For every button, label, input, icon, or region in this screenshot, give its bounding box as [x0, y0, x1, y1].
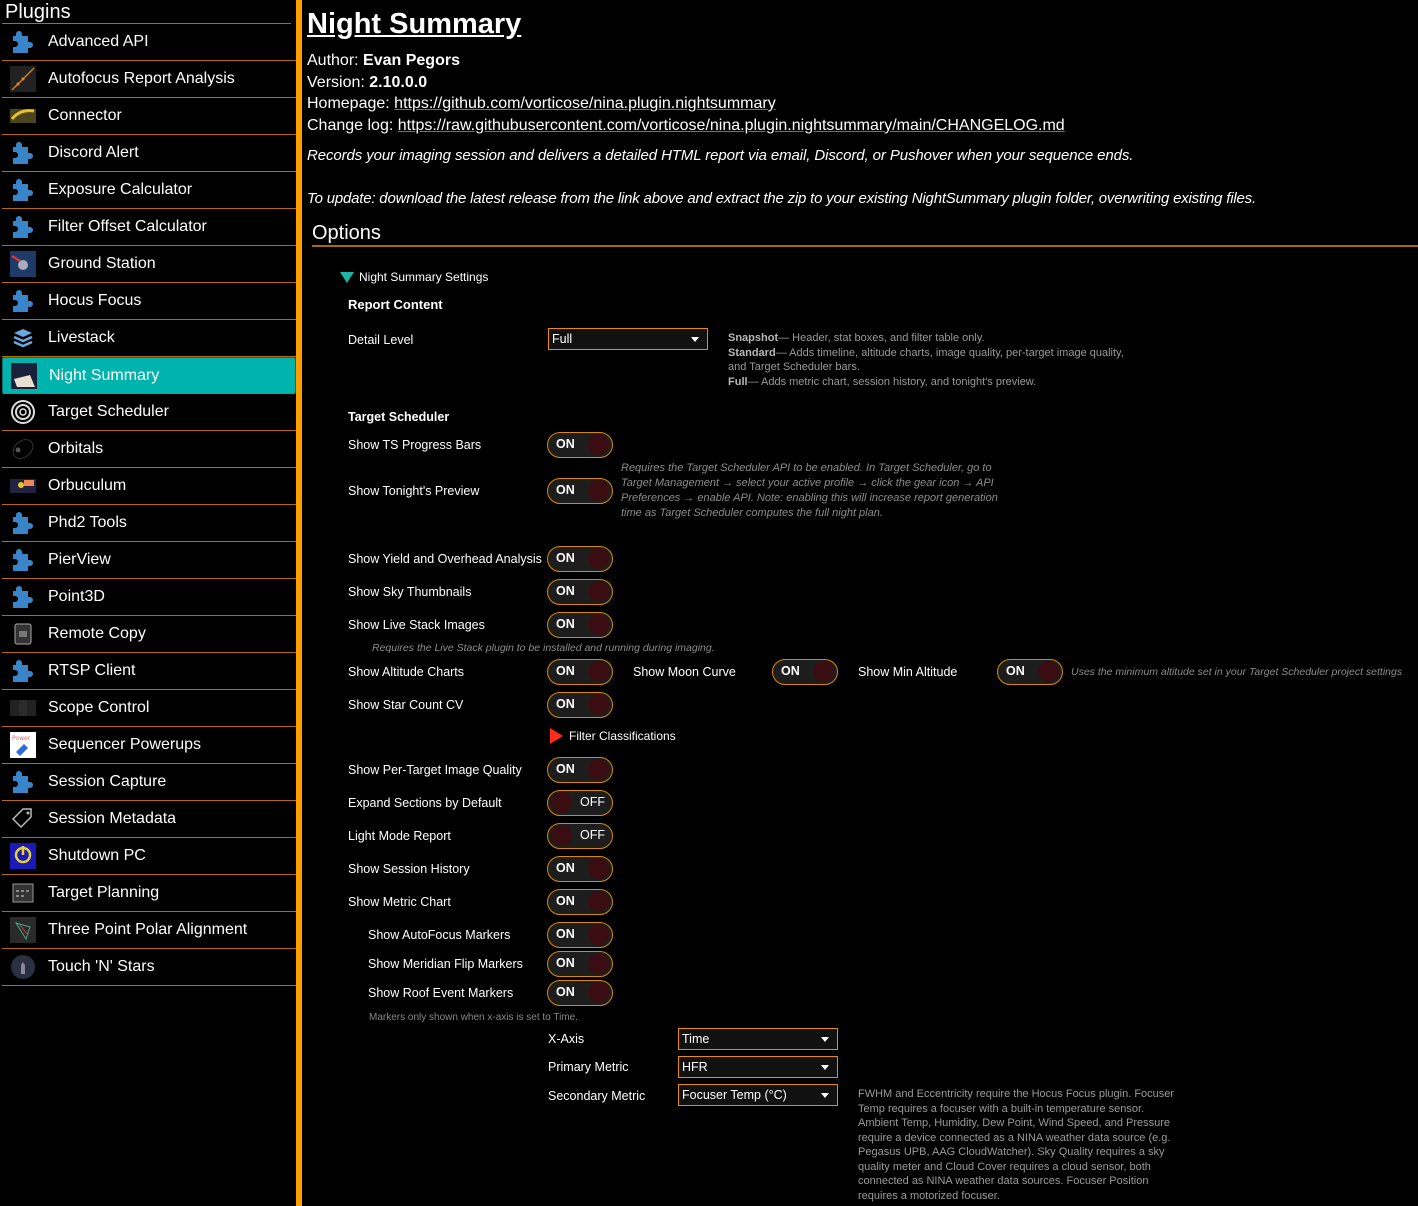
layers-icon — [10, 325, 36, 351]
star-count-cv-label: Show Star Count CV — [348, 698, 464, 712]
sidebar-item-session-capture[interactable] — [2, 764, 296, 801]
puzzle-icon — [10, 584, 36, 610]
chevron-down-icon — [691, 337, 699, 342]
sidebar-item-label: Target Scheduler — [48, 403, 169, 420]
sidebar-item-label: PierView — [48, 551, 111, 568]
per-target-quality-toggle[interactable]: ON — [547, 757, 613, 783]
touch-n-stars-icon — [10, 954, 36, 980]
sidebar-item-phd2-tools[interactable] — [2, 505, 296, 542]
author-line: Author: Evan Pegors — [307, 52, 460, 69]
sidebar-item-orbuculum[interactable] — [2, 468, 296, 505]
sidebar-item-target-scheduler[interactable] — [2, 394, 296, 431]
tonights-preview-label: Show Tonight's Preview — [348, 484, 480, 498]
sidebar-item-three-point-polar-alignment[interactable] — [2, 912, 296, 949]
power-icon — [10, 843, 36, 869]
connector-cable-icon — [10, 103, 36, 129]
sidebar-item-label: Connector — [48, 107, 122, 124]
altitude-charts-toggle[interactable]: ON — [547, 659, 613, 685]
svg-text:Power: Power — [12, 735, 31, 742]
yield-overhead-label: Show Yield and Overhead Analysis — [348, 552, 542, 566]
remote-copy-icon — [10, 621, 36, 647]
ts-progress-bars-toggle[interactable]: ON — [547, 432, 613, 458]
tonights-preview-toggle[interactable]: ON — [547, 478, 613, 504]
autofocus-chart-icon — [10, 66, 36, 92]
sidebar-item-label: Target Planning — [48, 884, 160, 901]
min-altitude-label: Show Min Altitude — [858, 665, 958, 679]
metric-chart-toggle[interactable]: ON — [547, 889, 613, 915]
roof-event-markers-label: Show Roof Event Markers — [368, 986, 514, 1000]
sidebar-item-label: Livestack — [48, 329, 115, 346]
expand-sections-label: Expand Sections by Default — [348, 796, 502, 810]
sidebar-item-touch-n-stars[interactable] — [2, 949, 296, 986]
sidebar-item-label: RTSP Client — [48, 662, 136, 679]
min-altitude-toggle[interactable]: ON — [997, 659, 1063, 685]
puzzle-icon — [10, 288, 36, 314]
sidebar-divider[interactable] — [296, 0, 302, 1206]
roof-event-markers-toggle[interactable]: ON — [547, 980, 613, 1006]
plugin-description: Records your imaging session and delivers a detailed HTML report via email, Discord, or Pushover when your sequence ends. — [307, 147, 1134, 164]
x-axis-label: X-Axis — [548, 1032, 585, 1046]
powerup-rocket-icon — [10, 732, 36, 758]
min-altitude-hint: Uses the minimum altitude set in your Target Scheduler project settings — [1071, 666, 1403, 678]
orbit-icon — [10, 436, 36, 462]
sidebar-item-label: Night Summary — [49, 366, 160, 384]
puzzle-icon — [10, 177, 36, 203]
moon-curve-toggle[interactable]: ON — [772, 659, 838, 685]
homepage-link[interactable]: https://github.com/vorticose/nina.plugin.nightsummary — [394, 95, 776, 112]
changelog-line: Change log: https://raw.githubusercontent.com/vorticose/nina.plugin.nightsummary/main/CHANGELOG.md — [307, 116, 1065, 134]
update-note: To update: download the latest release from the link above and extract the zip to your existing NightSummary plugin folder, overwriting existing files. — [307, 190, 1256, 207]
night-summary-icon — [11, 363, 37, 389]
options-header: Options — [312, 222, 381, 244]
star-count-cv-toggle[interactable]: ON — [547, 692, 613, 718]
author-name: Evan Pegors — [363, 52, 460, 69]
sidebar-item-label: Scope Control — [48, 699, 150, 716]
sidebar-item-target-planning[interactable] — [2, 875, 296, 912]
sidebar-item-label: Advanced API — [48, 33, 149, 50]
version-line: Version: 2.10.0.0 — [307, 73, 428, 91]
sidebar-item-remote-copy[interactable] — [2, 616, 296, 653]
autofocus-markers-toggle[interactable]: ON — [547, 922, 613, 948]
sidebar-item-rtsp-client[interactable] — [2, 653, 296, 690]
altitude-charts-label: Show Altitude Charts — [348, 665, 465, 679]
sidebar-item-label: Shutdown PC — [48, 847, 146, 864]
chevron-down-icon — [821, 1093, 829, 1098]
light-mode-label: Light Mode Report — [348, 829, 451, 843]
detail-level-select[interactable]: Full — [548, 328, 708, 350]
secondary-metric-label: Secondary Metric — [548, 1089, 646, 1103]
light-mode-toggle[interactable]: OFF — [547, 823, 613, 849]
sidebar-item-autofocus-report-analysis[interactable] — [2, 61, 296, 98]
primary-metric-select[interactable]: HFR — [678, 1056, 838, 1078]
puzzle-icon — [10, 140, 36, 166]
sidebar-item-discord-alert[interactable] — [2, 135, 296, 172]
homepage-line: Homepage: https://github.com/vorticose/nina.plugin.nightsummary — [307, 95, 776, 112]
detail-level-label: Detail Level — [348, 333, 414, 347]
sidebar-item-label: Touch 'N' Stars — [48, 958, 155, 975]
changelog-link[interactable]: https://raw.githubusercontent.com/vorticose/nina.plugin.nightsummary/main/CHANGELOG.md — [397, 116, 1065, 134]
per-target-quality-label: Show Per-Target Image Quality — [348, 763, 522, 777]
sidebar-item-label: Discord Alert — [48, 144, 139, 161]
options-divider — [312, 245, 1418, 247]
moon-curve-label: Show Moon Curve — [633, 665, 736, 679]
sidebar-item-shutdown-pc[interactable] — [2, 838, 296, 875]
sky-thumbnails-label: Show Sky Thumbnails — [348, 585, 472, 599]
sidebar-item-label: Sequencer Powerups — [48, 736, 201, 753]
autofocus-markers-label: Show AutoFocus Markers — [368, 928, 511, 942]
sidebar-item-label: Hocus Focus — [48, 292, 142, 309]
sidebar-item-label: Point3D — [48, 588, 105, 605]
chevron-down-icon — [821, 1037, 829, 1042]
live-stack-hint: Requires the Live Stack plugin to be installed and running during imaging. — [372, 642, 715, 654]
puzzle-icon — [10, 510, 36, 536]
sidebar-item-label: Session Capture — [48, 773, 167, 790]
sidebar-item-label: Exposure Calculator — [48, 181, 193, 198]
night-summary-settings-expander[interactable]: Night Summary Settings — [340, 270, 488, 284]
sidebar-item-orbitals[interactable] — [2, 431, 296, 468]
page-title: Night Summary — [307, 8, 522, 40]
sidebar-item-advanced-api[interactable] — [2, 24, 296, 61]
metric-hint: FWHM and Eccentricity require the Hocus Focus plugin. Focuser Temp requires a focuser with a built-in temperature sensor. Ambient Temp, Humidity, Dew Point, Wind Speed, and Pressure require a device connected as a NINA weather data source (e.g. Pegasus UPB, AAG CloudWatcher). Sky Quality requires a sky quality meter and Cloud Cover requires a cloud sensor, both connected as NINA weather data sources. Focuser Position requires a motorized focuser. — [858, 1088, 1175, 1202]
expand-sections-toggle[interactable]: OFF — [547, 790, 613, 816]
report-content-header: Report Content — [348, 297, 443, 312]
yield-overhead-toggle[interactable]: ON — [547, 546, 613, 572]
puzzle-icon — [10, 29, 36, 55]
x-axis-select[interactable]: Time — [678, 1028, 838, 1050]
ts-progress-bars-label: Show TS Progress Bars — [348, 438, 482, 452]
sidebar-item-label: Three Point Polar Alignment — [48, 921, 248, 938]
collapsed-triangle-icon — [550, 728, 563, 744]
ts-api-hint: Requires the Target Scheduler API to be enabled. In Target Scheduler, go to Target Management → select your active profile → click the gear icon → API Preferences → enable API. Note: enabling this will increase report generation time as Target Scheduler computes the full night plan. — [621, 462, 998, 519]
session-history-label: Show Session History — [348, 862, 470, 876]
sidebar-item-sequencer-powerups[interactable] — [2, 727, 296, 764]
sky-thumbnails-toggle[interactable]: ON — [547, 579, 613, 605]
puzzle-icon — [10, 547, 36, 573]
sidebar-title: Plugins — [2, 0, 291, 24]
sidebar-item-label: Orbitals — [48, 440, 104, 457]
plugins-sidebar — [0, 0, 296, 1206]
sidebar-item-ground-station[interactable] — [2, 246, 296, 283]
version-value: 2.10.0.0 — [369, 73, 428, 91]
meridian-flip-markers-toggle[interactable]: ON — [547, 951, 613, 977]
markers-hint: Markers only shown when x-axis is set to Time. — [369, 1012, 578, 1023]
sidebar-item-session-metadata[interactable] — [2, 801, 296, 838]
sidebar-item-label: Orbuculum — [48, 477, 127, 494]
calendar-icon — [10, 880, 36, 906]
expanded-triangle-icon — [340, 272, 354, 283]
secondary-metric-select[interactable]: Focuser Temp (°C) — [678, 1084, 838, 1106]
plugin-list — [0, 24, 296, 986]
sidebar-item-label: Phd2 Tools — [48, 514, 127, 531]
sidebar-item-connector[interactable] — [2, 98, 296, 135]
scope-control-icon — [10, 695, 36, 721]
puzzle-icon — [10, 769, 36, 795]
polar-alignment-icon — [10, 917, 36, 943]
ground-station-icon — [10, 251, 36, 277]
sidebar-item-label: Filter Offset Calculator — [48, 218, 207, 235]
detail-level-hint: Snapshot— Header, stat boxes, and filter table only. Standard— Adds timeline, altitude charts, image quality, per-target image quality, and Target Scheduler bars. Full— Adds metric chart, session history, and tonight's preview. — [728, 332, 1124, 388]
live-stack-images-label: Show Live Stack Images — [348, 618, 485, 632]
sidebar-item-label: Ground Station — [48, 255, 156, 272]
session-history-toggle[interactable]: ON — [547, 856, 613, 882]
sidebar-item-point3d[interactable] — [2, 579, 296, 616]
sidebar-item-exposure-calculator[interactable] — [2, 172, 296, 209]
sidebar-item-scope-control[interactable] — [2, 690, 296, 727]
filter-classifications-expander[interactable]: Filter Classifications — [550, 728, 676, 744]
sidebar-item-label: Session Metadata — [48, 810, 177, 827]
meridian-flip-markers-label: Show Meridian Flip Markers — [368, 957, 523, 971]
live-stack-images-toggle[interactable]: ON — [547, 612, 613, 638]
puzzle-icon — [10, 214, 36, 240]
primary-metric-label: Primary Metric — [548, 1060, 629, 1074]
sidebar-item-hocus-focus[interactable] — [2, 283, 296, 320]
puzzle-icon — [10, 658, 36, 684]
sidebar-item-night-summary[interactable] — [2, 357, 296, 394]
sidebar-item-label: Autofocus Report Analysis — [48, 70, 235, 87]
sidebar-item-label: Remote Copy — [48, 625, 146, 642]
metric-chart-label: Show Metric Chart — [348, 895, 451, 909]
chevron-down-icon — [821, 1065, 829, 1070]
tag-icon — [10, 806, 36, 832]
orbuculum-icon — [10, 473, 36, 499]
sidebar-item-livestack[interactable] — [2, 320, 296, 357]
target-scheduler-header: Target Scheduler — [348, 410, 450, 424]
sidebar-item-filter-offset-calculator[interactable] — [2, 209, 296, 246]
target-rings-icon — [10, 399, 36, 425]
sidebar-item-pierview[interactable] — [2, 542, 296, 579]
